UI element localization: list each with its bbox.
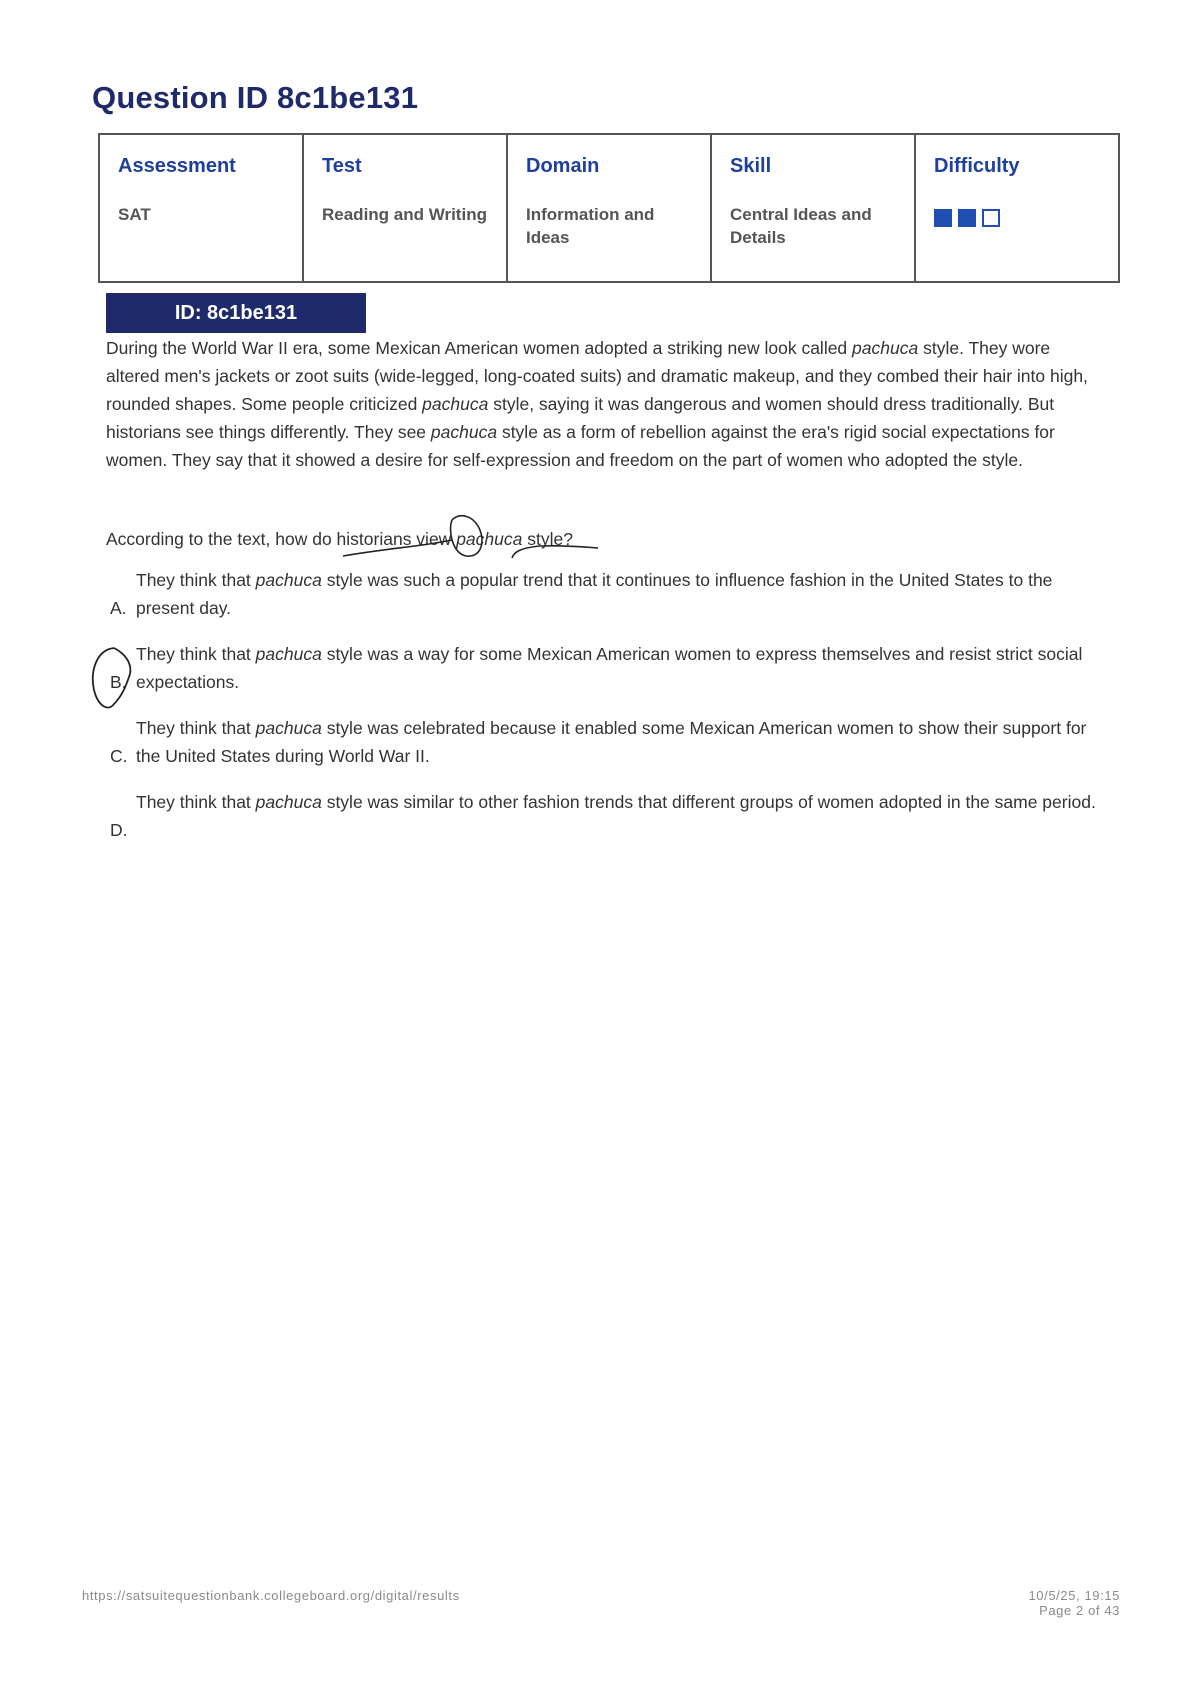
answer-choice-c[interactable] <box>106 714 1106 770</box>
meta-header-test: Test <box>322 155 362 177</box>
passage-emphasis: pachuca <box>852 338 919 358</box>
meta-header-domain: Domain <box>526 155 600 177</box>
question-prompt <box>106 525 1096 553</box>
meta-cell-test <box>303 134 507 282</box>
footer-url: https://satsuitequestionbank.collegeboard.org/digital/results <box>82 1588 460 1603</box>
footer-meta <box>1028 1588 1120 1618</box>
choice-segment: style was similar to other fashion trends that different groups of women adopted in the same period. <box>321 792 1096 812</box>
passage-segment: style, saying it was dangerous and women should dress traditionally. But historians see things differently. They see <box>106 394 1055 442</box>
difficulty-square-empty <box>982 209 1000 227</box>
answer-choice-b[interactable] <box>106 640 1106 696</box>
choice-segment: They think that <box>136 718 256 738</box>
meta-value-assessment: SAT <box>118 205 151 224</box>
question-id-banner: ID: 8c1be131 <box>106 293 366 333</box>
passage-emphasis: pachuca <box>430 422 498 442</box>
question-emphasis: pachuca <box>456 529 523 549</box>
choice-text <box>136 714 1106 770</box>
passage-segment: style as a form of rebellion against the era's rigid social expectations for women. They say that it showed a desire for self-expression and freedom on the part of women who adopted the style. <box>106 422 1055 470</box>
choice-emphasis: pachuca <box>255 570 322 590</box>
meta-value-domain: Information and Ideas <box>526 205 655 247</box>
choice-letter: A. <box>110 598 127 618</box>
footer-timestamp: 10/5/25, 19:15 <box>1028 1588 1120 1603</box>
difficulty-square-filled <box>934 209 952 227</box>
meta-cell-skill <box>711 134 915 282</box>
passage-emphasis: pachuca <box>422 394 489 414</box>
choice-segment: They think that <box>136 644 256 664</box>
difficulty-indicator <box>934 209 1102 227</box>
meta-cell-assessment <box>99 134 303 282</box>
footer-page-number: Page 2 of 43 <box>1039 1603 1120 1618</box>
difficulty-square-filled <box>958 209 976 227</box>
meta-value-test: Reading and Writing <box>322 205 487 224</box>
choice-emphasis: pachuca <box>255 792 322 812</box>
choice-text <box>136 788 1106 816</box>
question-metadata-table <box>98 133 1120 283</box>
meta-cell-difficulty <box>915 134 1119 282</box>
answer-choice-d[interactable] <box>106 788 1106 844</box>
choice-segment: They think that <box>136 570 256 590</box>
choice-letter: C. <box>110 746 128 766</box>
question-segment: style? <box>522 529 573 549</box>
choice-segment: style was celebrated because it enabled some Mexican American women to show their support for the United States during World War II. <box>136 718 1087 766</box>
choice-text <box>136 640 1106 696</box>
choice-segment: style was a way for some Mexican American women to express themselves and resist strict social expectations. <box>136 644 1083 692</box>
choice-segment: They think that <box>136 792 256 812</box>
meta-header-assessment: Assessment <box>118 155 236 177</box>
choice-letter: B. <box>110 672 127 692</box>
question-segment: According to the text, how do historians view <box>106 529 457 549</box>
answer-choice-a[interactable] <box>106 566 1106 622</box>
choice-segment: style was such a popular trend that it continues to influence fashion in the United States to the present day. <box>136 570 1053 618</box>
choice-letter: D. <box>110 820 128 840</box>
meta-value-skill: Central Ideas and Details <box>730 205 872 247</box>
page-title: Question ID 8c1be131 <box>92 80 419 115</box>
meta-header-skill: Skill <box>730 155 772 177</box>
choice-text <box>136 566 1106 622</box>
passage-segment: style. They wore altered men's jackets or zoot suits (wide-legged, long-coated suits) and dramatic makeup, and they combed their hair into high, rounded shapes. Some people criticized <box>106 338 1088 414</box>
meta-header-difficulty: Difficulty <box>934 155 1020 177</box>
passage-segment: During the World War II era, some Mexican American women adopted a striking new look called <box>106 338 853 358</box>
choice-emphasis: pachuca <box>255 644 322 664</box>
choice-emphasis: pachuca <box>255 718 322 738</box>
passage-text <box>106 334 1096 474</box>
meta-cell-domain <box>507 134 711 282</box>
